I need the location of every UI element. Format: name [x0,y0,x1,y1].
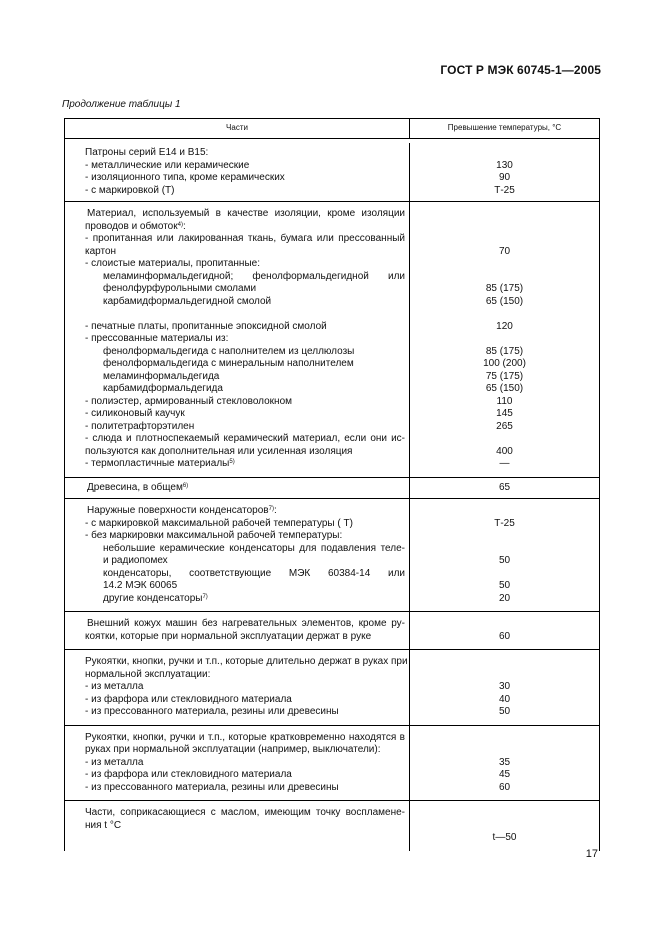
part-text-content: ния t °С [85,819,122,831]
temperature-value: — [499,458,510,469]
table-row [65,478,599,500]
part-text [65,383,409,396]
part-text [65,421,409,434]
temperature-value: 45 [498,769,511,780]
temperature-value [410,732,599,745]
part-text [65,593,409,606]
part-text [65,782,409,795]
part-text-content: - из прессованного материала, резины или древесины [85,706,339,717]
part-text [65,333,409,346]
temperature-table [64,118,600,851]
cell-part [65,612,410,649]
temperature-value: t—50 [492,832,517,843]
table-row [65,726,599,802]
temperature-value: 75 (175) [485,370,524,382]
temperature-value: 35 [498,756,511,768]
footnote-marker: 7) [202,593,208,600]
part-text [65,568,409,581]
temperature-value [410,530,599,543]
temperature-value [410,271,599,284]
part-text [65,147,409,160]
temperature-value [410,744,599,757]
part-text-content: - прессованные материалы из: [85,333,229,344]
part-text [65,656,409,669]
part-text-content: - слоистые материалы, пропитанные: [85,258,260,269]
cell-temperature [410,143,599,201]
cell-temperature [410,499,599,611]
part-text-content: Рукоятки, кнопки, ручки и т.п., которые кратковременно находятся в [85,731,405,743]
part-text-content: - из фарфора или стекловидного материала [85,769,292,780]
part-text-content: - политетрафторэтилен [85,420,195,432]
temperature-value: 20 [498,592,511,604]
temperature-value: 100 (200) [483,358,526,369]
temperature-value [410,221,599,234]
part-text-content: - полиэстер, армированный стекловолокном [85,395,293,407]
part-text [65,221,409,234]
part-text [65,258,409,271]
temperature-value: 60 [498,781,511,793]
table-body [65,143,599,851]
part-text [65,283,409,296]
temperature-value: 65 (150) [485,295,524,307]
table-row [65,499,599,612]
temperature-value: 145 [496,408,513,419]
temperature-value [410,208,599,221]
part-text-content: конденсаторы, соответствующие МЭК 60384-14 или [103,567,405,579]
temperature-value [410,258,599,271]
part-text-content: пользуются как дополнительная или усиленная изоляция [85,445,353,457]
part-text [65,832,409,845]
part-text [65,820,409,833]
part-text-content: коятки, которые при нормальной эксплуатации держат в руке [85,630,372,642]
part-text-content: картон [85,245,117,257]
temperature-value: 265 [496,420,513,432]
cell-temperature [410,202,599,477]
temperature-value [410,333,599,346]
cell-part [65,726,410,801]
temperature-value: 50 [498,580,511,591]
footnote-marker: 5) [229,459,235,465]
part-text [65,505,409,518]
part-text-content: и радиопомех [103,555,168,566]
temperature-value [410,669,599,682]
cell-part [65,143,410,201]
table-row [65,612,599,650]
temperature-value: 60 [498,630,511,642]
part-text [65,371,409,384]
part-text-content: - металлические или керамические [85,159,250,171]
cell-part [65,499,410,611]
temperature-value [410,820,599,833]
part-text [65,185,409,198]
part-text-content: - из металла [85,756,144,768]
part-text [65,308,409,321]
temperature-value [410,568,599,581]
part-text-content: - печатные платы, пропитанные эпоксидной смолой [85,320,327,332]
part-text-suffix: : [273,505,277,516]
part-text [65,757,409,770]
temperature-value: 65 [498,481,511,493]
part-text [65,543,409,556]
temperature-value: 30 [498,681,511,692]
part-text [65,358,409,371]
table-row [65,650,599,726]
part-text [65,555,409,568]
temperature-value: 70 [498,245,511,257]
temperature-value: 90 [498,172,511,183]
part-text-content: - без маркировки максимальной рабочей температуры: [85,530,343,541]
table-row [65,801,599,851]
part-text-content: проводов и обмоток [85,220,178,232]
temperature-value: 130 [496,159,513,171]
part-text-content: меламинформальдегида [103,370,220,382]
part-text [65,518,409,531]
temperature-value: Т-25 [494,517,515,529]
column-header-parts: Части [65,119,410,138]
part-text [65,706,409,719]
cell-part [65,801,410,851]
cell-temperature [410,478,599,499]
part-text-content: небольшие керамические конденсаторы для подавления теле- [103,542,405,554]
part-text [65,271,409,284]
cell-temperature [410,612,599,649]
part-text-content: - силиконовый каучук [85,408,185,419]
part-text [65,208,409,221]
part-text [65,233,409,246]
part-text-content: Наружные поверхности конденсаторов [87,505,269,516]
part-text-content: - из металла [85,681,144,692]
table-row [65,143,599,202]
part-text [65,732,409,745]
temperature-value: 110 [496,395,513,407]
cell-part [65,478,410,499]
part-text-content: руках при нормальной эксплуатации (например, выключатели): [85,744,381,755]
temperature-value: Т-25 [494,184,515,196]
page-number: 17 [585,848,598,860]
part-text-content: фенолфурфурольными смолами [103,283,257,294]
document-id: ГОСТ Р МЭК 60745-1—2005 [440,63,601,77]
cell-temperature [410,726,599,801]
cell-temperature [410,801,599,851]
column-header-temperature: Превышение температуры, °С [447,123,562,133]
part-text-content: Патроны серий Е14 и В15: [85,147,209,158]
footnote-marker: 6) [182,482,189,489]
temperature-value: 65 (150) [485,383,524,394]
temperature-value [410,543,599,556]
temperature-value: 120 [496,320,513,332]
part-text-content: - из фарфора или стекловидного материала [85,693,292,705]
part-text [65,172,409,185]
part-text [65,681,409,694]
part-text [65,433,409,446]
part-text [65,446,409,459]
part-text [65,482,409,495]
part-text-content: другие конденсаторы [103,592,203,604]
part-text-content: 14.2 МЭК 60065 [103,580,178,591]
temperature-value: 50 [498,555,511,566]
part-text-content: - пропитанная или лакированная ткань, бумага или прессованный [85,233,405,244]
part-text [65,160,409,173]
part-text [65,580,409,593]
table-caption: Продолжение таблицы 1 [62,99,181,110]
part-text-content: Части, соприкасающиеся с маслом, имеющим точку воспламене- [85,807,405,818]
part-text-content: фенолформальдегида с минеральным наполнителем [103,358,354,369]
part-text [65,458,409,471]
part-text-content: - из прессованного материала, резины или древесины [85,781,339,793]
temperature-value [410,233,599,246]
temperature-value [410,505,599,518]
part-text-content: меламинформальдегидной; фенолформальдегидной или [103,270,405,282]
part-text-content: нормальной эксплуатации: [85,668,211,680]
part-text [65,694,409,707]
part-text [65,807,409,820]
temperature-value: 40 [498,693,511,705]
cell-part [65,202,410,477]
cell-part [65,650,410,725]
part-text-content: Древесина, в общем [87,481,183,493]
footnote-marker: 4) [177,221,183,228]
part-text-content: - термопластичные материалы [85,458,230,469]
part-text [65,408,409,421]
part-text [65,296,409,309]
temperature-value: 85 (175) [485,283,524,294]
part-text [65,396,409,409]
temperature-value [410,618,599,631]
footnote-marker: 7) [268,506,274,512]
part-text-content: Рукоятки, кнопки, ручки и т.п., которые длительно держат в руках при [85,656,408,667]
part-text [65,321,409,334]
part-text-content: Материал, используемый в качестве изоляции, кроме изоляции [87,208,405,219]
temperature-value [410,147,599,160]
temperature-value [410,433,599,446]
part-text [65,669,409,682]
part-text [65,530,409,543]
part-text-content: Внешний кожух машин без нагревательных элементов, кроме ру- [87,618,405,629]
temperature-value [410,807,599,820]
part-text [65,631,409,644]
temperature-value: 85 (175) [485,345,524,357]
part-text-content: - с маркировкой (Т) [85,184,175,196]
part-text [65,246,409,259]
part-text-content: фенолформальдегида с наполнителем из целлюлозы [103,345,355,357]
table-header [65,119,599,139]
part-text [65,769,409,782]
temperature-value: 400 [496,445,513,457]
part-text [65,618,409,631]
temperature-value [410,308,599,321]
temperature-value: 50 [498,706,511,717]
cell-temperature [410,650,599,725]
temperature-value [410,656,599,669]
part-text-content: - слюда и плотноспекаемый керамический материал, если они ис- [85,433,405,444]
part-text-content: - с маркировкой максимальной рабочей температуры ( Т) [85,517,353,529]
part-text [65,744,409,757]
table-row [65,202,599,478]
part-text [65,346,409,359]
part-text-content: - изоляционного типа, кроме керамических [85,172,285,183]
part-text-suffix: : [182,220,186,232]
part-text-content: карбамидформальдегида [103,383,223,394]
part-text-content: карбамидформальдегидной смолой [103,295,272,307]
